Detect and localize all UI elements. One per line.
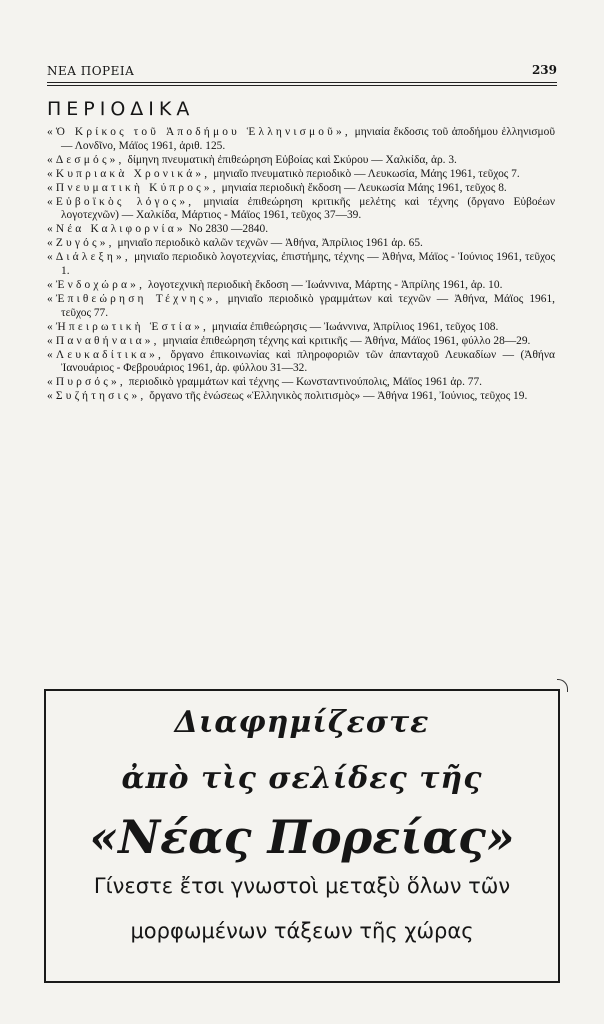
periodical-name: «Ἠπειρωτικὴ Ἑστία»,: [47, 320, 210, 333]
list-item: [47, 237, 555, 251]
periodical-details: ὄργανο τῆς ἑνώσεως «Ἑλληνικὸς πολιτισμὸς» — Ἀθήνα 1961, Ἰούνιος, τεῦχος 19.: [146, 390, 528, 403]
header-rule: [47, 82, 557, 83]
advertisement-box: [44, 689, 560, 983]
list-item: [47, 251, 555, 279]
advert-headline: Διαφημίζεστε: [174, 705, 430, 740]
periodical-name: «Πνευματικὴ Κύπρος»,: [47, 181, 219, 194]
list-item: [47, 182, 555, 196]
periodical-name: «Νέα Καλιφορνία»: [47, 223, 186, 236]
list-item: [47, 349, 555, 377]
periodical-name: «Διάλεξη»,: [47, 251, 131, 264]
advert-subline: ἀπὸ τὶς σελίδες τῆς: [121, 761, 483, 796]
advert-journal-name: «Νέας Πορείας»: [89, 810, 515, 864]
section-title: ΠΕΡΙΟΔΙΚΑ: [47, 98, 195, 120]
journal-name: ΝΕΑ ΠΟΡΕΙΑ: [47, 64, 135, 78]
periodicals-list: [47, 126, 555, 404]
list-item: [47, 126, 555, 154]
periodical-name: «Πυρσός»,: [47, 376, 126, 389]
periodical-details: λογοτεχνικὴ περιοδικὴ ἔκδοση — Ἰωάννινα, Μάρτης - Ἀπρίλης 1961, ἀρ. 10.: [145, 278, 503, 291]
advert-text-line-1: Γίνεστε ἔτσι γνωστοὶ μεταξὺ ὅλων τῶν: [93, 874, 511, 898]
advert-text-line-2: μορφωμένων τάξεων τῆς χώρας: [130, 919, 474, 943]
running-header: [47, 62, 557, 84]
list-item: [47, 154, 555, 168]
periodical-details: ὄργανο ἐπικοινωνίας καὶ πληροφοριῶν τῶν ἁπανταχοῦ Λευκαδίων — (Ἀθήνα Ἰανουάριος - Φεβρουάριος 1961, ἀρ. φύλλου 31—32.: [61, 348, 555, 375]
periodical-name: «Ἐπιθεώρηση Τέχνης»,: [47, 292, 222, 305]
list-item: [47, 390, 555, 404]
periodical-details: μηνιαῖο πνευματικὸ περιοδικὸ — Λευκωσία, Μάης 1961, τεῦχος 7.: [210, 167, 520, 180]
periodical-details: μηνιαῖο περιοδικὸ λογοτεχνίας, ἐπιστήμης, τέχνης — Ἀθήνα, Μάϊος - Ἰούνιος 1961, τεῦχος 1.: [61, 251, 555, 278]
list-item: [47, 293, 555, 321]
periodical-details: μηνιαία ἔκδοσις τοῦ ἀποδήμου ἑλληνισμοῦ — Λονδῖνο, Μάϊος 1961, ἀριθ. 125.: [61, 126, 555, 152]
periodical-name: «Συζήτησις»,: [47, 390, 147, 403]
list-item: [47, 376, 555, 390]
periodical-name: «Εὐβοϊκὸς λόγος»,: [47, 195, 195, 208]
list-item: [47, 335, 555, 349]
periodical-name: «Δεσμός»,: [47, 153, 125, 166]
header-rule-thin: [47, 85, 557, 86]
periodical-name: «Κυπριακὰ Χρονικά»,: [47, 167, 211, 180]
periodical-name: «Ζυγός»,: [47, 237, 115, 250]
list-item: [47, 279, 555, 293]
periodical-details: μηνιαῖο περιοδικὸ γραμμάτων καὶ τεχνῶν — Ἀθήνα, Μάϊος 1961, τεῦχος 77.: [61, 292, 555, 319]
list-item: [47, 321, 555, 335]
periodical-name: «Λευκαδίτικα»,: [47, 348, 165, 361]
periodical-details: μηνιαία ἐπιθεώρηση τέχνης καὶ κριτικῆς — Ἀθήνα, Μάϊος 1961, φύλλο 28—29.: [159, 334, 531, 347]
list-item: [47, 223, 555, 237]
periodical-details: περιοδικὸ γραμμάτων καὶ τέχνης — Κωνσταντινούπολις, Μάϊος 1961 ἀρ. 77.: [125, 376, 482, 389]
periodical-name: «Ὁ Κρίκος τοῦ Ἀποδήμου Ἑλληνισμοῦ»,: [47, 126, 351, 138]
periodical-name: «Παναθήναια»,: [47, 334, 160, 347]
periodical-details: μηνιαία περιοδικὴ ἔκδοση — Λευκωσία Μάης 1961, τεῦχος 8.: [218, 181, 507, 194]
periodical-details: μηνιαία ἐπιθεώρησις — Ἰωάννινα, Ἀπρίλιος 1961, τεῦχος 108.: [209, 320, 499, 333]
periodical-details: Νο 2830 —2840.: [185, 223, 269, 236]
page-number: 239: [531, 63, 557, 77]
periodical-name: «Ἐνδοχώρα»,: [47, 278, 146, 291]
periodical-details: μηνιαία ἐπιθεώρηση κριτικῆς μελέτης καὶ τέχνης (ὄργανο Εὐβοέων λογοτεχνῶν) — Χαλκίδα, Μάρτιος - Μάϊος 1961, τεῦχος 37—39.: [61, 195, 555, 222]
list-item: [47, 168, 555, 182]
periodical-details: μηνιαῖο περιοδικὸ καλῶν τεχνῶν — Ἀθήνα, Ἀπρίλιος 1961 ἀρ. 65.: [114, 237, 423, 250]
periodical-details: δίμηνη πνευματικὴ ἐπιθεώρηση Εὐβοίας καὶ Σκύρου — Χαλκίδα, ἀρ. 3.: [124, 153, 457, 166]
list-item: [47, 196, 555, 224]
